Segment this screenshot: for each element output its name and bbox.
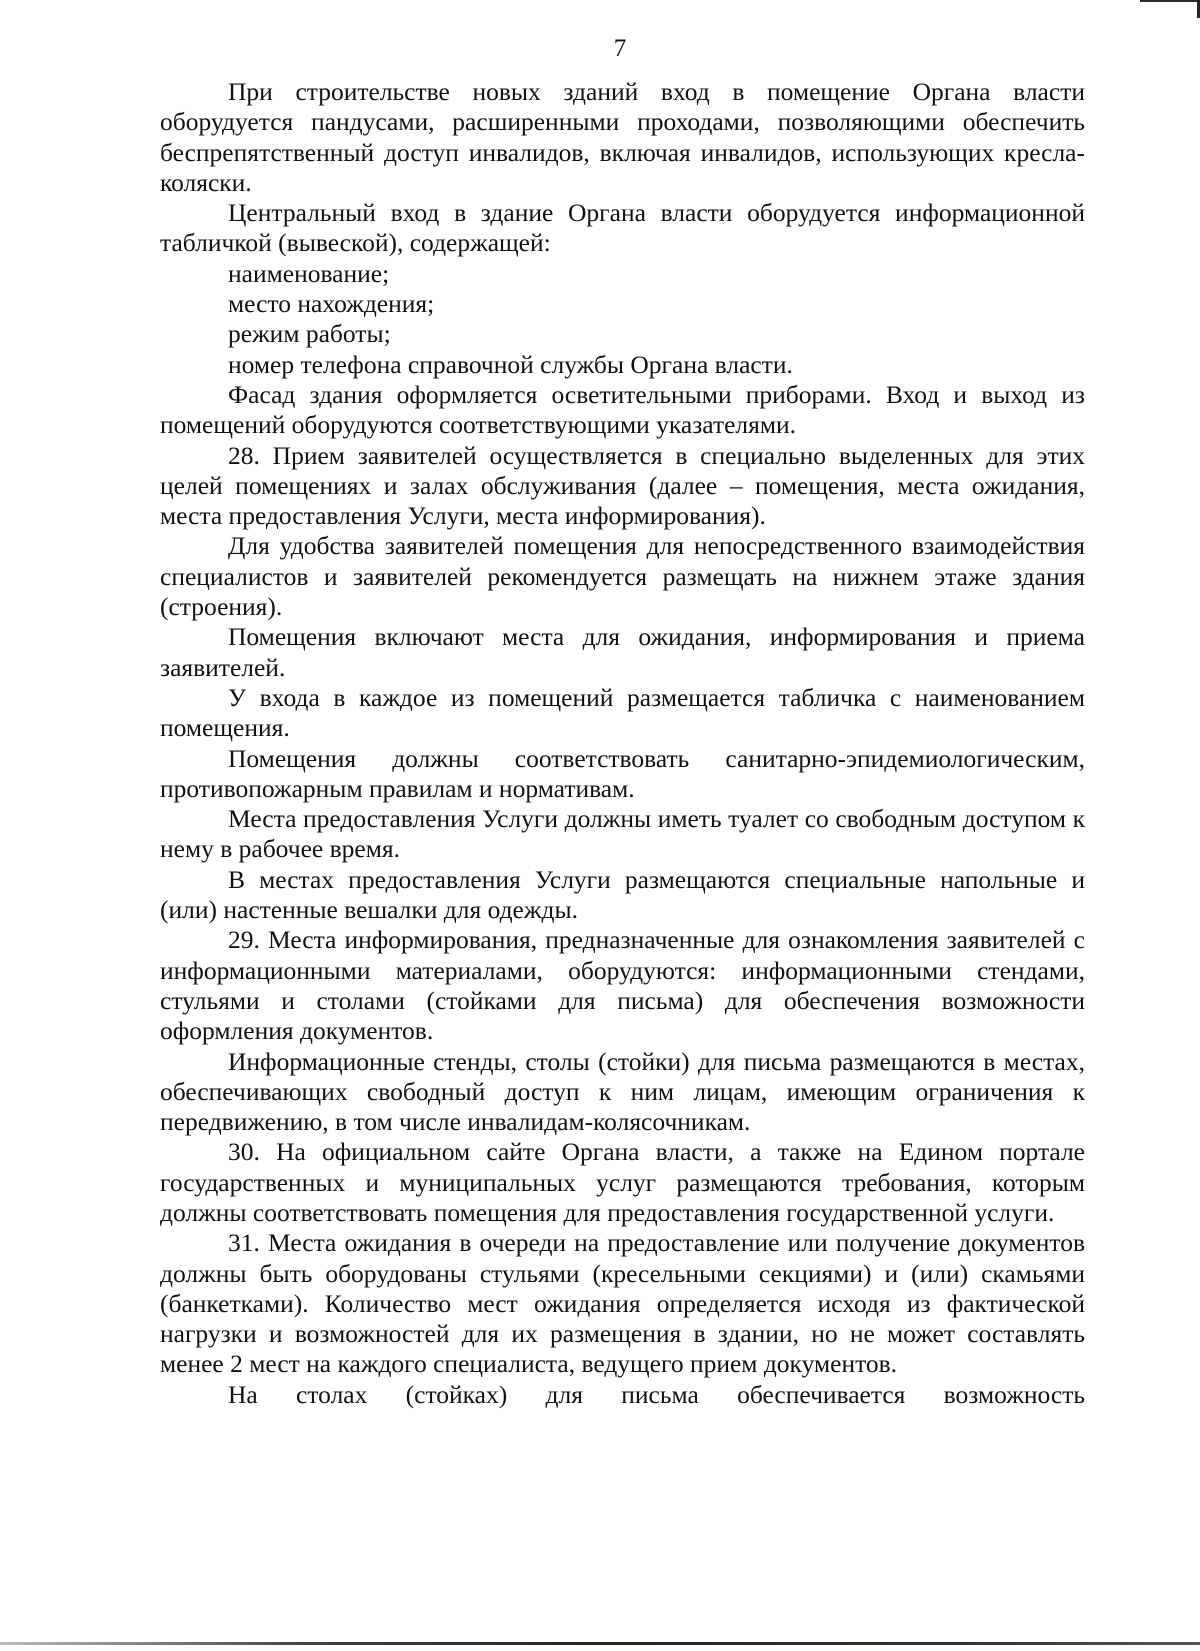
paragraph-item-29: 29. Места информирования, предназначенные для ознакомления заявителей с информационными материалами, оборудуются: информационными стендами, стульями и столами (стойками для письма) для обеспечения возможности оформления документов.: [160, 925, 1085, 1046]
paragraph-building-entrance: При строительстве новых зданий вход в помещение Органа власти оборудуется пандусами, расширенными проходами, позволяющими обеспечить беспрепятственный доступ инвалидов, включая инвалидов, использующих кресла-коляски.: [160, 77, 1085, 197]
paragraph-entrance-sign: У входа в каждое из помещений размещается табличка с наименованием помещения.: [160, 682, 1085, 743]
paragraph-item-31: 31. Места ожидания в очереди на предоставление или получение документов должны быть оборудованы стульями (кресельными секциями) и (или) скамьями (банкетками). Количество мест ожидания определяется исходя из фактической нагрузки и возможностей для их размещения в здании, но не может составлять менее 2 мест на каждого специалиста, ведущего прием документов.: [160, 1228, 1085, 1379]
paragraph-item-28: 28. Прием заявителей осуществляется в специально выделенных для этих целей помещениях и залах обслуживания (далее – помещения, места ожидания, места предоставления Услуги, места информирования).: [160, 440, 1085, 531]
paragraph-central-entrance-sign: Центральный вход в здание Органа власти оборудуется информационной табличкой (вывеской), содержащей:: [160, 198, 1085, 258]
paragraph-sanitary: Помещения должны соответствовать санитарно-эпидемиологическим, противопожарным правилам и нормативам.: [160, 743, 1085, 803]
paragraph-facade: Фасад здания оформляется осветительными приборами. Вход и выход из помещений оборудуются соответствующими указателями.: [160, 379, 1085, 440]
paragraph-toilet: Места предоставления Услуги должны иметь туалет со свободным доступом к нему в рабочее время.: [160, 804, 1085, 864]
paragraph-info-stands: Информационные стенды, столы (стойки) для письма размещаются в местах, обеспечивающих свободный доступ к ним лицам, имеющим ограничения к передвижению, в том числе инвалидам-колясочникам.: [160, 1046, 1085, 1137]
list-item-name: наименование;: [228, 258, 390, 288]
page-number: 7: [613, 35, 627, 62]
paragraph-item-30: 30. На официальном сайте Органа власти, а также на Едином портале государственных и муниципальных услуг размещаются требования, которым должны соответствовать помещения для предоставления государственной услуги.: [160, 1137, 1085, 1227]
document-body: [160, 77, 1085, 1410]
list-item-phone: номер телефона справочной службы Органа власти.: [228, 349, 793, 379]
paragraph-convenience: Для удобства заявителей помещения для непосредственного взаимодействия специалистов и заявителей рекомендуется размещать на нижнем этаже здания (строения).: [160, 531, 1085, 622]
paragraph-hangers: В местах предоставления Услуги размещаются специальные напольные и (или) настенные вешалки для одежды.: [160, 864, 1085, 925]
list-item-work-hours: режим работы;: [228, 319, 391, 349]
list-item-location: место нахождения;: [228, 289, 435, 319]
paragraph-writing-desks: На столах (стойках) для письма обеспечивается возможность: [228, 1379, 1085, 1409]
paragraph-premises-include: Помещения включают места для ожидания, информирования и приема заявителей.: [160, 622, 1085, 682]
scan-edge-bottom: [0, 1642, 1200, 1645]
scan-edge-top: [1140, 0, 1200, 22]
